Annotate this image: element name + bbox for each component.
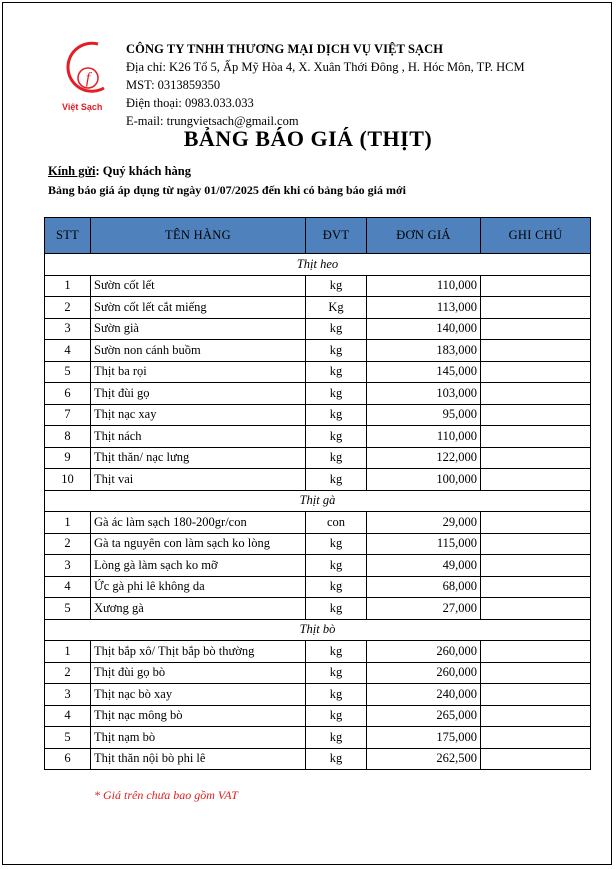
table-row: [45, 555, 591, 577]
cell-item-name: Gà ác làm sạch 180-200gr/con: [91, 512, 306, 534]
cell-item-name: Lòng gà làm sạch ko mỡ: [91, 555, 306, 577]
cell-unit-price: 110,000: [367, 275, 481, 297]
cell-unit: kg: [306, 748, 367, 770]
cell-unit-price: 113,000: [367, 297, 481, 319]
cell-note: [481, 748, 591, 770]
cell-note: [481, 318, 591, 340]
cell-unit: kg: [306, 447, 367, 469]
logo-text: Việt Sạch: [62, 102, 103, 112]
cell-unit-price: 240,000: [367, 684, 481, 706]
cell-item-name: Thịt đùi gọ bò: [91, 662, 306, 684]
greeting-label: Kính gửi: [48, 164, 96, 178]
header-unit-price: ĐƠN GIÁ: [367, 218, 481, 254]
table-row: [45, 469, 591, 491]
table-header: [45, 218, 591, 254]
table-row: [45, 297, 591, 319]
cell-unit-price: 260,000: [367, 641, 481, 663]
cell-stt: 1: [45, 512, 91, 534]
table-row: [45, 426, 591, 448]
cell-unit: kg: [306, 383, 367, 405]
table-row: [45, 533, 591, 555]
cell-note: [481, 404, 591, 426]
table-row: [45, 705, 591, 727]
company-info: [126, 40, 525, 130]
cell-unit-price: 260,000: [367, 662, 481, 684]
cell-unit: kg: [306, 404, 367, 426]
cell-stt: 10: [45, 469, 91, 491]
validity-statement: Bảng báo giá áp dụng từ ngày 01/07/2025 đến khi có bảng báo giá mới: [48, 183, 406, 197]
cell-stt: 5: [45, 598, 91, 620]
table-row: [45, 748, 591, 770]
cell-note: [481, 533, 591, 555]
company-logo: [58, 38, 116, 116]
cell-unit-price: 262,500: [367, 748, 481, 770]
table-row: [45, 684, 591, 706]
cell-unit: kg: [306, 318, 367, 340]
cell-note: [481, 641, 591, 663]
cell-item-name: Sườn cốt lết cắt miếng: [91, 297, 306, 319]
section-title: Thịt bò: [45, 619, 591, 641]
cell-note: [481, 512, 591, 534]
cell-note: [481, 598, 591, 620]
table-row: [45, 383, 591, 405]
cell-stt: 6: [45, 383, 91, 405]
cell-unit: kg: [306, 469, 367, 491]
cell-stt: 2: [45, 662, 91, 684]
cell-note: [481, 555, 591, 577]
cell-stt: 3: [45, 684, 91, 706]
cell-note: [481, 727, 591, 749]
cell-item-name: Thịt nạc xay: [91, 404, 306, 426]
cell-unit: kg: [306, 426, 367, 448]
cell-unit: kg: [306, 598, 367, 620]
cell-item-name: Thịt nách: [91, 426, 306, 448]
table-body: [45, 254, 591, 770]
cell-note: [481, 576, 591, 598]
cell-unit-price: 145,000: [367, 361, 481, 383]
table-row: [45, 512, 591, 534]
cell-item-name: Thịt nạc bò xay: [91, 684, 306, 706]
cell-item-name: Gà ta nguyên con làm sạch ko lòng: [91, 533, 306, 555]
header-item-name: TÊN HÀNG: [91, 218, 306, 254]
cell-item-name: Thịt thăn/ nạc lưng: [91, 447, 306, 469]
section-title: Thịt heo: [45, 254, 591, 276]
cell-item-name: Sườn cốt lết: [91, 275, 306, 297]
cell-item-name: Thịt nạc mông bò: [91, 705, 306, 727]
company-tax-code: MST: 0313859350: [126, 78, 221, 92]
cell-item-name: Xương gà: [91, 598, 306, 620]
document-title: BẢNG BÁO GIÁ (THỊT): [183, 126, 433, 151]
cell-note: [481, 361, 591, 383]
table-row: [45, 576, 591, 598]
cell-note: [481, 705, 591, 727]
cell-unit-price: 49,000: [367, 555, 481, 577]
cell-stt: 9: [45, 447, 91, 469]
cell-stt: 1: [45, 275, 91, 297]
cell-item-name: Thịt vai: [91, 469, 306, 491]
table-row: [45, 662, 591, 684]
cell-unit: kg: [306, 361, 367, 383]
cell-stt: 6: [45, 748, 91, 770]
cell-item-name: Thịt thăn nội bò phi lê: [91, 748, 306, 770]
cell-item-name: Sườn non cánh buồm: [91, 340, 306, 362]
vat-note: * Giá trên chưa bao gồm VAT: [94, 788, 238, 802]
cell-unit-price: 110,000: [367, 426, 481, 448]
header-stt: STT: [45, 218, 91, 254]
logo-letter: f: [85, 70, 91, 87]
company-address: Địa chỉ: K26 Tổ 5, Ấp Mỹ Hòa 4, X. Xuân Thới Đông , H. Hóc Môn, TP. HCM: [126, 60, 525, 74]
cell-unit-price: 115,000: [367, 533, 481, 555]
table-row: [45, 361, 591, 383]
table-row: [45, 340, 591, 362]
table-row: [45, 641, 591, 663]
cell-unit-price: 103,000: [367, 383, 481, 405]
cell-note: [481, 662, 591, 684]
company-email: E-mail: trungvietsach@gmail.com: [126, 114, 299, 128]
header-note: GHI CHÚ: [481, 218, 591, 254]
cell-unit: kg: [306, 340, 367, 362]
cell-stt: 1: [45, 641, 91, 663]
cell-unit-price: 175,000: [367, 727, 481, 749]
table-row: [45, 275, 591, 297]
cell-unit-price: 68,000: [367, 576, 481, 598]
cell-unit-price: 29,000: [367, 512, 481, 534]
cell-item-name: Thịt bắp xô/ Thịt bắp bò thường: [91, 641, 306, 663]
cell-stt: 5: [45, 727, 91, 749]
cell-unit-price: 265,000: [367, 705, 481, 727]
cell-stt: 4: [45, 340, 91, 362]
cell-unit: kg: [306, 684, 367, 706]
cell-unit-price: 122,000: [367, 447, 481, 469]
cell-unit: kg: [306, 576, 367, 598]
cell-unit-price: 27,000: [367, 598, 481, 620]
cell-note: [481, 340, 591, 362]
company-name: CÔNG TY TNHH THƯƠNG MẠI DỊCH VỤ VIỆT SẠCH: [126, 42, 444, 56]
cell-note: [481, 297, 591, 319]
cell-unit: kg: [306, 533, 367, 555]
cell-stt: 3: [45, 555, 91, 577]
cell-item-name: Sườn già: [91, 318, 306, 340]
cell-unit-price: 95,000: [367, 404, 481, 426]
price-table: [44, 217, 591, 770]
table-row: [45, 727, 591, 749]
cell-item-name: Ức gà phi lê không da: [91, 576, 306, 598]
cell-note: [481, 469, 591, 491]
table-row: [45, 447, 591, 469]
table-row: [45, 598, 591, 620]
cell-unit: kg: [306, 641, 367, 663]
cell-note: [481, 447, 591, 469]
cell-unit: kg: [306, 662, 367, 684]
cell-item-name: Thịt đùi gọ: [91, 383, 306, 405]
company-phone: Điện thoại: 0983.033.033: [126, 96, 254, 110]
cell-stt: 4: [45, 705, 91, 727]
cell-unit: kg: [306, 727, 367, 749]
cell-note: [481, 383, 591, 405]
greeting: [48, 164, 191, 179]
cell-stt: 3: [45, 318, 91, 340]
greeting-recipient: : Quý khách hàng: [95, 164, 191, 178]
cell-unit: kg: [306, 275, 367, 297]
cell-note: [481, 275, 591, 297]
cell-note: [481, 684, 591, 706]
cell-unit: con: [306, 512, 367, 534]
cell-stt: 4: [45, 576, 91, 598]
cell-unit-price: 140,000: [367, 318, 481, 340]
cell-stt: 7: [45, 404, 91, 426]
cell-stt: 2: [45, 297, 91, 319]
section-row: [45, 490, 591, 512]
header-unit: ĐVT: [306, 218, 367, 254]
cell-unit-price: 183,000: [367, 340, 481, 362]
cell-stt: 2: [45, 533, 91, 555]
section-row: [45, 619, 591, 641]
section-row: [45, 254, 591, 276]
table-row: [45, 404, 591, 426]
cell-item-name: Thịt nạm bò: [91, 727, 306, 749]
cell-unit-price: 100,000: [367, 469, 481, 491]
cell-unit: kg: [306, 705, 367, 727]
cell-unit: kg: [306, 555, 367, 577]
cell-stt: 5: [45, 361, 91, 383]
cell-unit: Kg: [306, 297, 367, 319]
cell-stt: 8: [45, 426, 91, 448]
section-title: Thịt gà: [45, 490, 591, 512]
cell-item-name: Thịt ba rọi: [91, 361, 306, 383]
cell-note: [481, 426, 591, 448]
table-row: [45, 318, 591, 340]
